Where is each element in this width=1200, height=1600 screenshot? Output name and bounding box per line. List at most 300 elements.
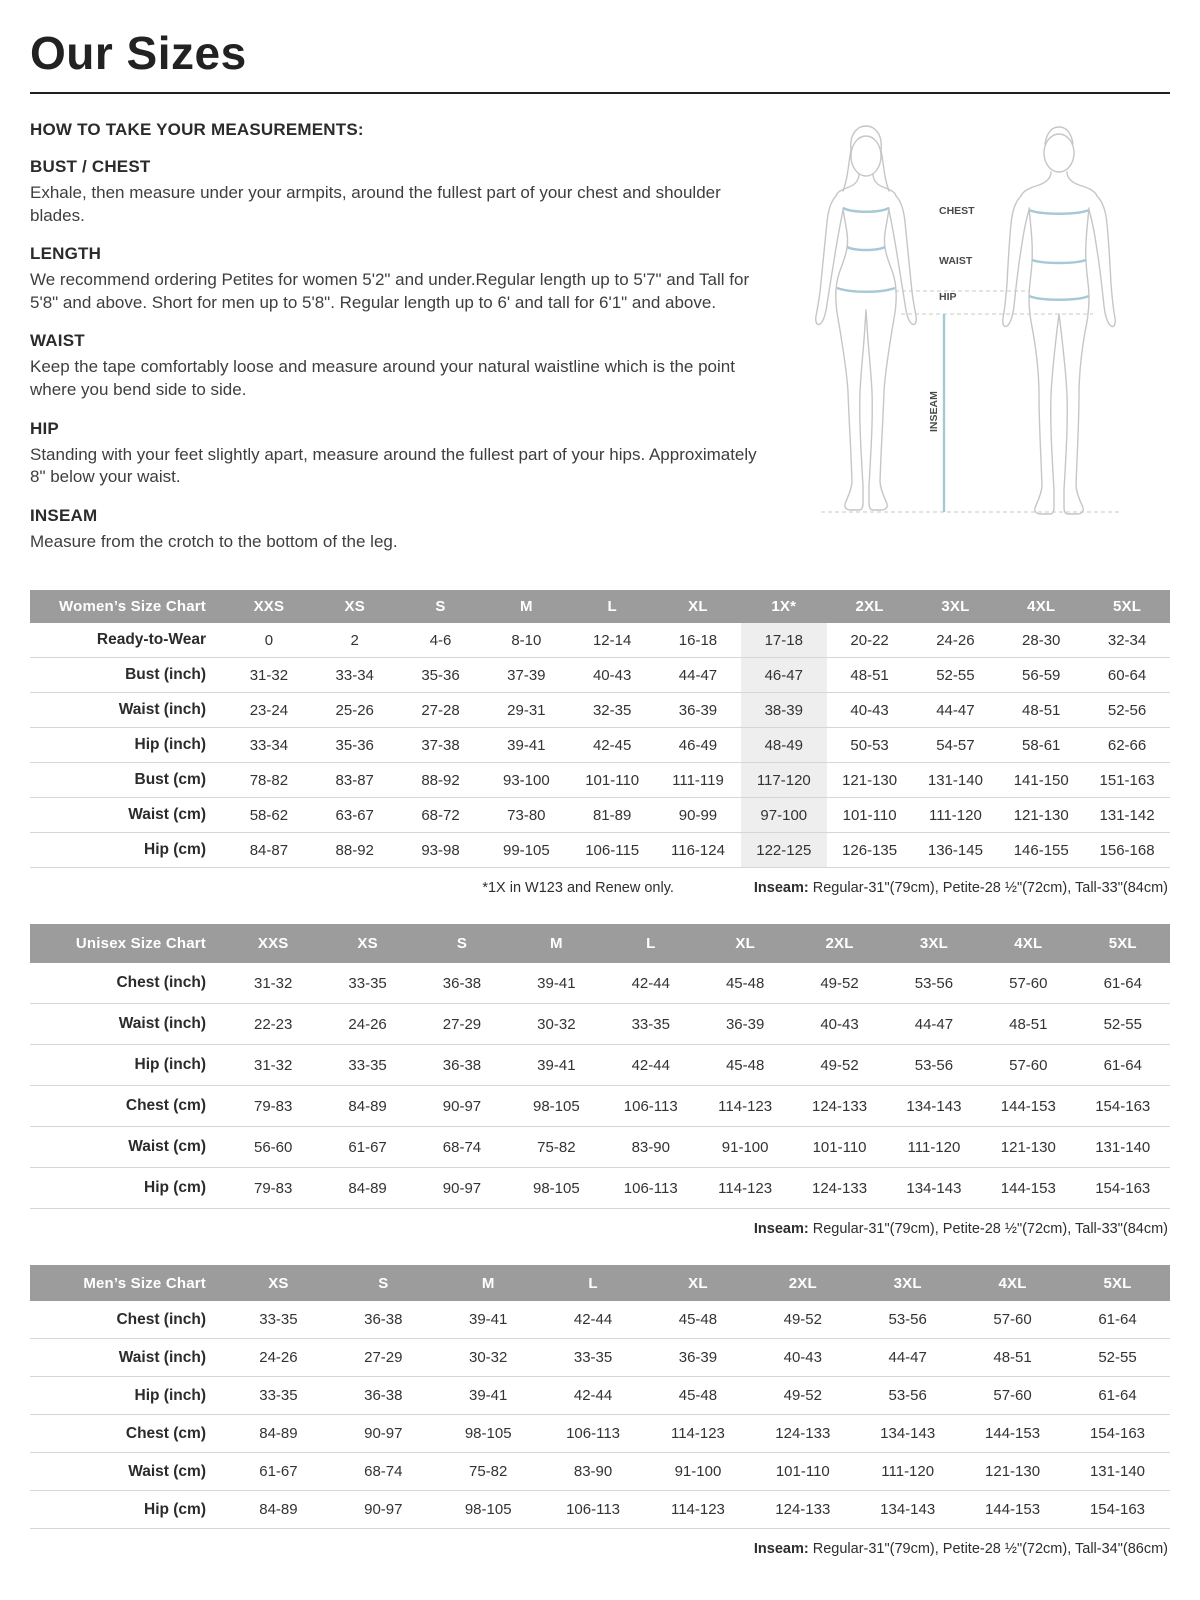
- table-cell: 121-130: [842, 771, 898, 789]
- table-cell: 27-28: [421, 701, 460, 719]
- table-cell: 48-51: [1022, 701, 1061, 719]
- table-cell: 38-39: [741, 693, 827, 728]
- table-cell: 121-130: [1013, 806, 1069, 824]
- footnote-1x-note: *1X in W123 and Renew only.: [482, 880, 674, 896]
- table-cell: 98-105: [464, 1425, 512, 1442]
- column-header: 1X*: [741, 590, 827, 623]
- table-cell: 36-38: [364, 1387, 403, 1404]
- table-cell: 154-163: [1095, 1179, 1151, 1197]
- table-cell: 49-52: [820, 1056, 859, 1074]
- table-cell: 151-163: [1099, 771, 1155, 789]
- row-label: Ready-to-Wear: [30, 623, 226, 658]
- womens-table-footnotes: [32, 880, 1168, 896]
- table-cell: 33-35: [259, 1311, 298, 1328]
- table-cell: 50-53: [850, 736, 889, 754]
- table-cell: 40-43: [592, 666, 632, 684]
- column-header: 4XL: [981, 924, 1075, 963]
- table-row: [30, 728, 1170, 763]
- table-cell: 90-99: [678, 806, 718, 824]
- measurement-guide: [30, 120, 1170, 582]
- row-label: Hip (cm): [30, 1168, 226, 1209]
- instruction-title: HIP: [30, 418, 59, 438]
- table-cell: 114-123: [670, 1501, 725, 1518]
- body-measurement-illustration: [781, 120, 1166, 582]
- table-cell: 144-153: [985, 1501, 1041, 1518]
- table-cell: 45-48: [678, 1311, 718, 1328]
- mens-size-chart-table-host: [30, 1265, 1170, 1529]
- column-header: XXS: [226, 590, 312, 623]
- mens-table-footnotes: [32, 1541, 1168, 1557]
- table-cell: 33-35: [573, 1349, 613, 1366]
- column-header: L: [569, 590, 655, 623]
- table-cell: 98-105: [533, 1179, 580, 1197]
- table-cell: 31-32: [249, 666, 289, 684]
- table-cell: 45-48: [725, 1056, 765, 1074]
- column-header: XS: [320, 924, 414, 963]
- table-title: Unisex Size Chart: [30, 924, 226, 963]
- table-cell: 27-29: [442, 1015, 482, 1033]
- table-cell: 117-120: [741, 763, 827, 798]
- table-cell: 31-32: [254, 974, 293, 992]
- mens-size-chart: [30, 1265, 1170, 1529]
- table-cell: 73-80: [507, 806, 546, 824]
- table-cell: 42-44: [573, 1311, 613, 1328]
- waist-label: WAIST: [939, 255, 973, 267]
- table-cell: 106-115: [585, 841, 640, 859]
- table-cell: 78-82: [249, 771, 289, 789]
- row-label: Waist (cm): [30, 798, 226, 833]
- table-row: [30, 1453, 1170, 1491]
- table-cell: 79-83: [254, 1097, 293, 1115]
- column-header: 3XL: [855, 1265, 960, 1301]
- chest-label: CHEST: [939, 205, 975, 217]
- row-label: Hip (cm): [30, 1491, 226, 1529]
- table-cell: 52-55: [1098, 1349, 1137, 1366]
- table-cell: 84-89: [348, 1097, 387, 1115]
- table-row: [30, 1491, 1170, 1529]
- table-cell: 83-90: [573, 1463, 613, 1480]
- instruction-inseam: [30, 506, 765, 554]
- column-header: M: [436, 1265, 541, 1301]
- table-cell: 134-143: [906, 1097, 962, 1115]
- row-label: Bust (inch): [30, 658, 226, 693]
- inseam-label: INSEAM: [928, 391, 940, 432]
- table-cell: 99-105: [502, 841, 550, 859]
- table-cell: 57-60: [993, 1311, 1032, 1328]
- table-cell: 144-153: [985, 1425, 1041, 1442]
- instruction-body: Keep the tape comfortably loose and measure around your natural waistline which is the point where you bend side to side.: [30, 357, 735, 400]
- table-cell: 121-130: [1000, 1138, 1056, 1156]
- table-cell: 58-61: [1022, 736, 1061, 754]
- row-label: Chest (cm): [30, 1086, 226, 1127]
- footnote-inseam: [754, 880, 1168, 896]
- table-cell: 31-32: [254, 1056, 293, 1074]
- table-cell: 106-113: [623, 1097, 678, 1115]
- footnote-inseam: [754, 1221, 1168, 1237]
- instruction-title: INSEAM: [30, 505, 98, 525]
- table-cell: 106-113: [566, 1501, 621, 1518]
- table-cell: 84-89: [348, 1179, 387, 1197]
- table-cell: 154-163: [1089, 1425, 1146, 1442]
- table-cell: 36-38: [442, 1056, 482, 1074]
- table-cell: 53-56: [914, 1056, 954, 1074]
- table-row: [30, 833, 1170, 868]
- table-cell: 90-97: [364, 1425, 403, 1442]
- column-header: XL: [698, 924, 792, 963]
- table-cell: 45-48: [678, 1387, 718, 1404]
- hip-label: HIP: [939, 291, 957, 303]
- table-cell: 8-10: [511, 631, 542, 649]
- table-cell: 121-130: [985, 1463, 1041, 1480]
- table-cell: 98-105: [533, 1097, 580, 1115]
- table-cell: 52-55: [936, 666, 975, 684]
- table-cell: 4-6: [429, 631, 452, 649]
- table-cell: 12-14: [592, 631, 632, 649]
- table-cell: 57-60: [1009, 1056, 1048, 1074]
- unisex-size-chart: [30, 924, 1170, 1209]
- table-cell: 29-31: [507, 701, 546, 719]
- instruction-title: LENGTH: [30, 244, 102, 264]
- row-label: Waist (inch): [30, 693, 226, 728]
- column-header: L: [541, 1265, 646, 1301]
- table-cell: 141-150: [1013, 771, 1069, 789]
- table-cell: 68-74: [364, 1463, 403, 1480]
- table-cell: 39-41: [507, 736, 546, 754]
- row-label: Chest (cm): [30, 1415, 226, 1453]
- table-cell: 134-143: [880, 1501, 936, 1518]
- table-cell: 61-64: [1098, 1387, 1137, 1404]
- table-cell: 111-119: [672, 771, 724, 789]
- table-cell: 36-39: [725, 1015, 765, 1033]
- table-cell: 154-163: [1095, 1097, 1151, 1115]
- column-header: M: [509, 924, 603, 963]
- table-cell: 46-49: [678, 736, 718, 754]
- table-row: [30, 658, 1170, 693]
- table-row: [30, 1415, 1170, 1453]
- table-cell: 36-38: [442, 974, 482, 992]
- table-cell: 131-140: [927, 771, 983, 789]
- table-cell: 97-100: [741, 798, 827, 833]
- table-cell: 25-26: [335, 701, 374, 719]
- table-cell: 126-135: [842, 841, 898, 859]
- row-label: Hip (inch): [30, 1045, 226, 1086]
- table-cell: 24-26: [936, 631, 975, 649]
- table-cell: 111-120: [928, 806, 982, 824]
- inseam-footnote-text: Regular-31"(79cm), Petite-28 ½"(72cm), Tall-33"(84cm): [808, 1221, 1168, 1237]
- table-cell: 79-83: [254, 1179, 293, 1197]
- table-cell: 39-41: [537, 1056, 576, 1074]
- instruction-body: We recommend ordering Petites for women 5'2" and under.Regular length up to 5'7" and Tall for 5'8" and above. Short for men up to 5'8". Regular length up to 6' and tall for 6'1" and above.: [30, 270, 750, 312]
- unisex-size-chart-table-host: [30, 924, 1170, 1209]
- table-cell: 0: [264, 631, 274, 649]
- table-cell: 56-60: [254, 1138, 293, 1156]
- table-cell: 91-100: [674, 1463, 722, 1480]
- inseam-footnote-label: Inseam:: [753, 1221, 809, 1237]
- column-header: 5XL: [1084, 590, 1170, 623]
- table-title: Men’s Size Chart: [30, 1265, 226, 1301]
- table-cell: 124-133: [775, 1425, 831, 1442]
- table-cell: 131-140: [1095, 1138, 1151, 1156]
- table-cell: 60-64: [1107, 666, 1147, 684]
- table-cell: 134-143: [880, 1425, 936, 1442]
- table-cell: 52-56: [1107, 701, 1147, 719]
- column-header: XL: [655, 590, 741, 623]
- table-cell: 75-82: [469, 1463, 508, 1480]
- womens-size-chart-section: [30, 590, 1170, 896]
- row-label: Hip (inch): [30, 1377, 226, 1415]
- table-cell: 111-120: [907, 1138, 961, 1156]
- table-cell: 63-67: [335, 806, 374, 824]
- column-header: 5XL: [1065, 1265, 1170, 1301]
- table-cell: 122-125: [741, 833, 827, 868]
- inseam-footnote-text: Regular-31"(79cm), Petite-28 ½"(72cm), Tall-34"(86cm): [808, 1541, 1168, 1557]
- table-cell: 40-43: [820, 1015, 859, 1033]
- inseam-footnote-label: Inseam:: [753, 880, 809, 896]
- table-cell: 131-140: [1089, 1463, 1146, 1480]
- table-cell: 32-35: [592, 701, 632, 719]
- table-cell: 62-66: [1107, 736, 1147, 754]
- table-cell: 33-34: [249, 736, 289, 754]
- table-cell: 84-89: [259, 1501, 298, 1518]
- table-cell: 75-82: [537, 1138, 576, 1156]
- table-cell: 84-87: [249, 841, 289, 859]
- column-header: XS: [312, 590, 398, 623]
- instruction-body: Exhale, then measure under your armpits, around the fullest part of your chest and shoulder blades.: [30, 183, 721, 225]
- table-cell: 53-56: [888, 1387, 927, 1404]
- table-row: [30, 763, 1170, 798]
- column-header: 3XL: [887, 924, 981, 963]
- column-header: L: [604, 924, 698, 963]
- table-row: [30, 623, 1170, 658]
- table-cell: 48-51: [993, 1349, 1032, 1366]
- table-cell: 61-64: [1098, 1311, 1137, 1328]
- table-cell: 49-52: [783, 1387, 822, 1404]
- table-cell: 58-62: [249, 806, 289, 824]
- table-row: [30, 693, 1170, 728]
- header-row: [30, 590, 1170, 623]
- header-row: [30, 1265, 1170, 1301]
- table-cell: 136-145: [927, 841, 983, 859]
- table-cell: 124-133: [812, 1097, 868, 1115]
- table-cell: 46-47: [741, 658, 827, 693]
- page-title: Our Sizes: [30, 27, 247, 79]
- table-cell: 156-168: [1099, 841, 1155, 859]
- table-cell: 33-35: [631, 1015, 670, 1033]
- table-cell: 124-133: [812, 1179, 868, 1197]
- instruction-bust-chest: [30, 157, 765, 227]
- column-header: XXS: [226, 924, 320, 963]
- table-cell: 40-43: [850, 701, 889, 719]
- table-cell: 17-18: [741, 623, 827, 658]
- table-cell: 93-100: [502, 771, 550, 789]
- table-cell: 83-87: [335, 771, 374, 789]
- table-cell: 124-133: [775, 1501, 831, 1518]
- table-cell: 106-113: [566, 1425, 621, 1442]
- size-charts: [30, 590, 1170, 1557]
- column-header: XS: [226, 1265, 331, 1301]
- table-row: [30, 1004, 1170, 1045]
- column-header: 4XL: [998, 590, 1084, 623]
- table-cell: 49-52: [783, 1311, 822, 1328]
- row-label: Waist (cm): [30, 1453, 226, 1491]
- column-header: 2XL: [792, 924, 886, 963]
- table-cell: 106-113: [623, 1179, 678, 1197]
- table-cell: 114-123: [670, 1425, 725, 1442]
- table-cell: 22-23: [254, 1015, 293, 1033]
- table-cell: 42-44: [631, 1056, 670, 1074]
- row-label: Hip (cm): [30, 833, 226, 868]
- instruction-body: Measure from the crotch to the bottom of the leg.: [30, 531, 398, 551]
- table-cell: 44-47: [888, 1349, 927, 1366]
- row-label: Waist (cm): [30, 1127, 226, 1168]
- table-row: [30, 1168, 1170, 1209]
- measurement-lines: [837, 208, 1089, 512]
- table-cell: 101-110: [775, 1463, 830, 1480]
- table-cell: 49-52: [820, 974, 859, 992]
- table-cell: 88-92: [421, 771, 460, 789]
- row-label: Hip (inch): [30, 728, 226, 763]
- table-row: [30, 1301, 1170, 1339]
- table-cell: 33-35: [348, 1056, 387, 1074]
- measurement-diagram: [781, 120, 1166, 582]
- table-cell: 33-35: [348, 974, 387, 992]
- table-cell: 93-98: [421, 841, 460, 859]
- table-cell: 101-110: [842, 806, 897, 824]
- table-cell: 111-120: [881, 1463, 935, 1480]
- inseam-footnote-text: Regular-31"(79cm), Petite-28 ½"(72cm), Tall-33"(84cm): [808, 880, 1168, 896]
- womens-size-chart-table-host: [30, 590, 1170, 868]
- table-cell: 101-110: [812, 1138, 867, 1156]
- table-cell: 116-124: [671, 841, 725, 859]
- column-header: S: [398, 590, 484, 623]
- table-row: [30, 1339, 1170, 1377]
- table-cell: 81-89: [592, 806, 632, 824]
- table-cell: 134-143: [906, 1179, 962, 1197]
- instruction-waist: [30, 331, 765, 401]
- table-cell: 83-90: [631, 1138, 670, 1156]
- table-cell: 53-56: [914, 974, 954, 992]
- table-cell: 61-67: [259, 1463, 298, 1480]
- table-cell: 44-47: [678, 666, 718, 684]
- table-cell: 98-105: [464, 1501, 512, 1518]
- table-cell: 42-44: [573, 1387, 613, 1404]
- table-cell: 37-38: [421, 736, 460, 754]
- footnote-inseam: [754, 1541, 1168, 1557]
- table-cell: 28-30: [1022, 631, 1061, 649]
- table-cell: 36-38: [364, 1311, 403, 1328]
- table-cell: 48-51: [1009, 1015, 1048, 1033]
- table-cell: 90-97: [442, 1179, 482, 1197]
- table-cell: 48-49: [741, 728, 827, 763]
- table-cell: 30-32: [469, 1349, 508, 1366]
- table-cell: 23-24: [249, 701, 289, 719]
- instruction-hip: [30, 419, 765, 489]
- table-cell: 30-32: [537, 1015, 576, 1033]
- table-cell: 37-39: [507, 666, 546, 684]
- table-cell: 20-22: [850, 631, 889, 649]
- table-cell: 48-51: [850, 666, 889, 684]
- table-cell: 114-123: [718, 1179, 773, 1197]
- instruction-length: [30, 244, 765, 314]
- table-cell: 144-153: [1000, 1097, 1056, 1115]
- table-cell: 57-60: [1009, 974, 1048, 992]
- table-cell: 39-41: [469, 1387, 508, 1404]
- table-cell: 131-142: [1099, 806, 1155, 824]
- table-row: [30, 798, 1170, 833]
- table-row: [30, 1086, 1170, 1127]
- unisex-size-chart-section: [30, 924, 1170, 1237]
- instruction-body: Standing with your feet slightly apart, measure around the fullest part of your hips. Approximately 8" below your waist.: [30, 444, 757, 487]
- table-cell: 33-34: [335, 666, 374, 684]
- row-label: Chest (inch): [30, 963, 226, 1004]
- table-cell: 24-26: [348, 1015, 387, 1033]
- table-cell: 146-155: [1013, 841, 1069, 859]
- row-label: Waist (inch): [30, 1004, 226, 1045]
- table-cell: 61-64: [1103, 1056, 1142, 1074]
- table-cell: 24-26: [259, 1349, 298, 1366]
- table-cell: 52-55: [1103, 1015, 1142, 1033]
- table-cell: 56-59: [1022, 666, 1061, 684]
- row-label: Bust (cm): [30, 763, 226, 798]
- table-cell: 42-45: [592, 736, 632, 754]
- table-cell: 35-36: [421, 666, 460, 684]
- table-cell: 2: [350, 631, 359, 649]
- table-cell: 61-64: [1103, 974, 1142, 992]
- table-cell: 90-97: [442, 1097, 482, 1115]
- table-cell: 68-72: [421, 806, 460, 824]
- table-cell: 39-41: [537, 974, 576, 992]
- table-row: [30, 1127, 1170, 1168]
- instruction-title: BUST / CHEST: [30, 157, 151, 176]
- table-cell: 40-43: [783, 1349, 822, 1366]
- table-cell: 154-163: [1089, 1501, 1146, 1518]
- column-header: 2XL: [750, 1265, 855, 1301]
- table-cell: 61-67: [348, 1138, 387, 1156]
- inseam-footnote-label: Inseam:: [753, 1541, 809, 1557]
- title-divider: [30, 92, 1170, 94]
- column-header: M: [483, 590, 569, 623]
- page-header: [30, 26, 1170, 94]
- column-header: S: [331, 1265, 436, 1301]
- row-label: Chest (inch): [30, 1301, 226, 1339]
- unisex-table-footnotes: [32, 1221, 1168, 1237]
- table-cell: 16-18: [678, 631, 718, 649]
- table-cell: 44-47: [914, 1015, 954, 1033]
- measurement-instructions: [30, 120, 765, 553]
- table-cell: 27-29: [364, 1349, 403, 1366]
- table-cell: 88-92: [335, 841, 374, 859]
- table-row: [30, 1377, 1170, 1415]
- table-cell: 35-36: [335, 736, 374, 754]
- table-title: Women’s Size Chart: [30, 590, 226, 623]
- table-cell: 45-48: [725, 974, 765, 992]
- table-cell: 36-39: [678, 701, 718, 719]
- table-cell: 39-41: [469, 1311, 508, 1328]
- table-cell: 68-74: [442, 1138, 482, 1156]
- instruction-title: WAIST: [30, 331, 85, 351]
- table-cell: 90-97: [364, 1501, 403, 1518]
- column-header: 2XL: [827, 590, 913, 623]
- header-row: [30, 924, 1170, 963]
- womens-size-chart: [30, 590, 1170, 868]
- table-cell: 53-56: [888, 1311, 927, 1328]
- table-cell: 44-47: [936, 701, 975, 719]
- table-cell: 32-34: [1107, 631, 1147, 649]
- row-label: Waist (inch): [30, 1339, 226, 1377]
- table-cell: 114-123: [718, 1097, 773, 1115]
- table-cell: 42-44: [631, 974, 670, 992]
- table-cell: 144-153: [1000, 1179, 1056, 1197]
